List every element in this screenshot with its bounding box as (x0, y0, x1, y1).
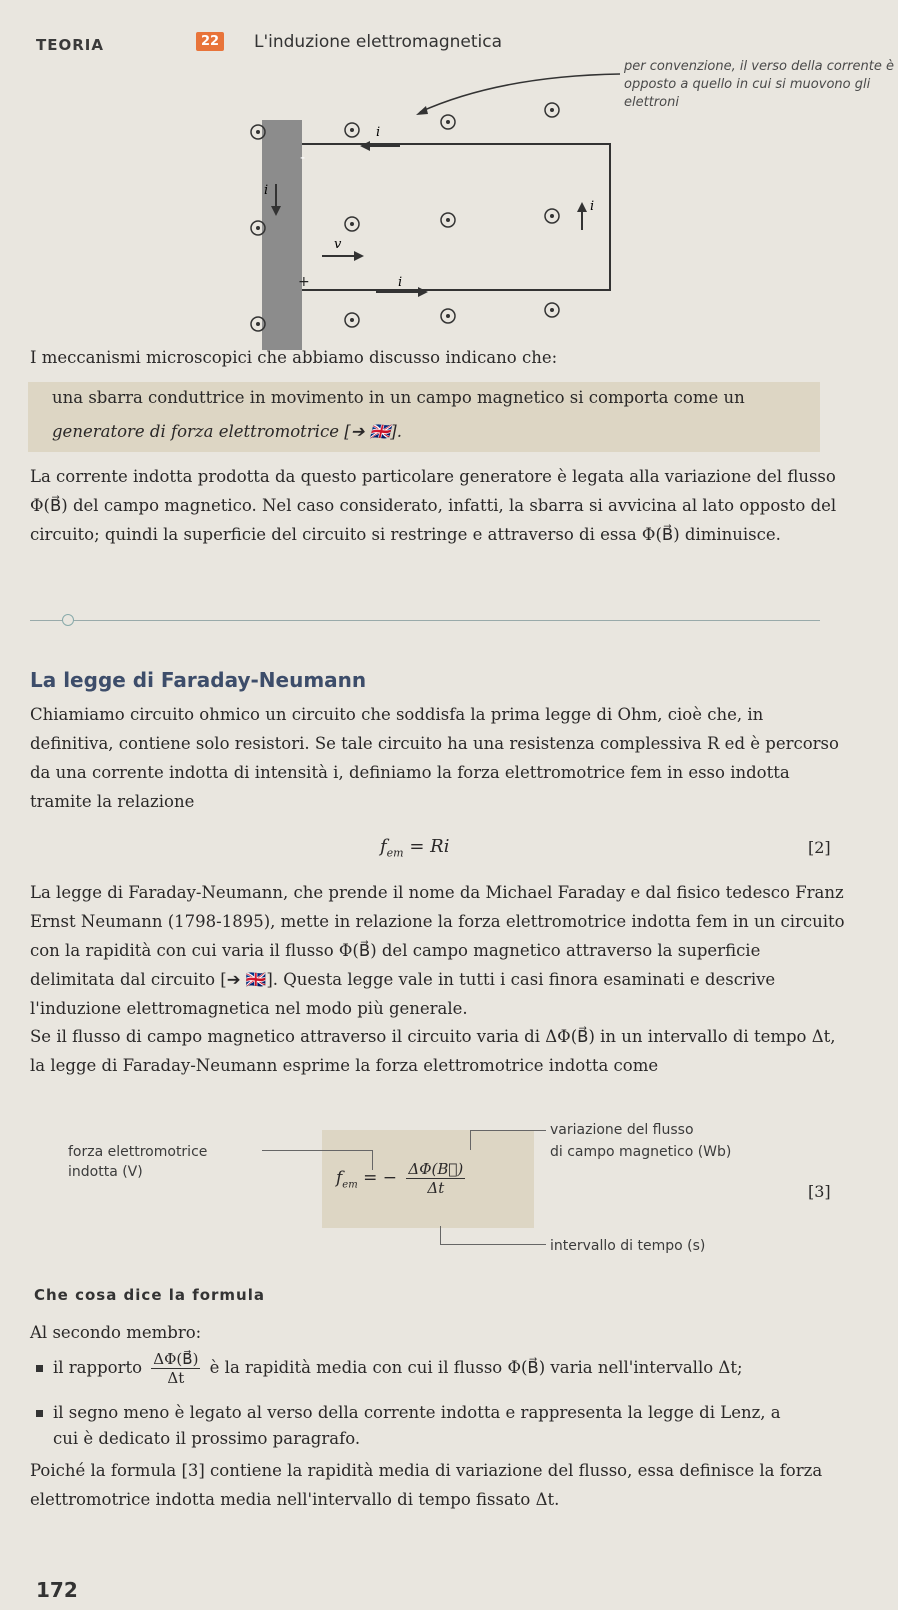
label-i-top: i (376, 125, 381, 140)
eq3-number: [3] (808, 1182, 831, 1201)
formula-heading: Che cosa dice la formula (34, 1286, 266, 1304)
bullet1-numerator: ΔΦ(B⃗) (153, 1350, 199, 1368)
formula-intro: Al secondo membro: (30, 1323, 202, 1342)
bullet-ratio (36, 1350, 743, 1387)
paragraph-mean-emf: Poiché la formula [3] contiene la rapidità media di variazione del flusso, essa definisce la forza elettromotrice indotta media nell'intervallo di tempo fissato Δt. (30, 1461, 823, 1509)
figure-note: per convenzione, il verso della corrente è opposto a quello in cui si muovono gli elettroni (624, 59, 894, 110)
bullet1-pre: il rapporto (53, 1358, 143, 1377)
chapter-title: L'induzione elettromagnetica (254, 32, 503, 52)
equation-3 (336, 1160, 469, 1197)
paragraph-flux-variation: Se il flusso di campo magnetico attraverso il circuito varia di ΔΦ(B⃗) in un intervallo di tempo Δt, la legge di Faraday-Neumann esprime la forza elettromotrice indotta come (30, 1027, 836, 1075)
circuit-frame (280, 144, 610, 290)
highlight-box (28, 382, 820, 452)
eq3-label-emf-2: indotta (V) (68, 1164, 143, 1180)
label-v: v (334, 237, 342, 252)
eq3-leader-time (440, 1244, 546, 1245)
page-number: 172 (36, 1578, 78, 1602)
bullet-minus-sign (36, 1400, 781, 1426)
eq3-label-flux-1: variazione del flusso (550, 1122, 694, 1138)
equation-2 (380, 836, 449, 860)
label-minus: - (300, 150, 306, 166)
intro-text: I meccanismi microscopici che abbiamo discusso indicano che: (30, 348, 558, 367)
eq3-leader-flux-tick (470, 1130, 471, 1150)
bullet1-denominator: Δt (167, 1369, 185, 1387)
label-i-right: i (590, 199, 595, 214)
highlight-line-1: una sbarra conduttrice in movimento in un campo magnetico si comporta come un (52, 388, 745, 407)
eq3-label-flux-2: di campo magnetico (Wb) (550, 1144, 732, 1160)
eq3-leader-emf (262, 1150, 372, 1151)
bullet1-post: è la rapidità media con cui il flusso Φ(B⃗) varia nell'intervallo Δt; (209, 1358, 743, 1377)
page-header (36, 28, 876, 62)
eq3-leader-flux (470, 1130, 546, 1131)
eq3-fraction (406, 1160, 465, 1197)
section-label: TEORIA (36, 36, 104, 54)
section-divider (30, 620, 820, 621)
paragraph-ohmic: Chiamiamo circuito ohmico un circuito che soddisfa la prima legge di Ohm, cioè che, in definitiva, contiene solo resistori. Se tale circuito ha una resistenza complessiva R ed è percorso da una corrente indotta di intensità i, definiamo la forza elettromotrice fem in esso indotta tramite la relazione (30, 705, 839, 811)
eq2-lhs: f (380, 836, 387, 857)
eq3-leader-time-tick (440, 1226, 441, 1244)
eq3-label-time: intervallo di tempo (s) (550, 1238, 706, 1254)
bullet2-line1: il segno meno è legato al verso della corrente indotta e rappresenta la legge di Lenz, a (53, 1403, 781, 1422)
chapter-number-badge: 22 (196, 32, 224, 51)
eq3-eq: = − (357, 1168, 397, 1188)
eq2-sub: em (386, 846, 404, 860)
label-i-left: i (264, 183, 269, 198)
conducting-bar (262, 120, 302, 350)
highlight-line-2: generatore di forza elettromotrice [➔ 🇬🇧]. (52, 422, 402, 441)
eq3-denominator: Δt (427, 1179, 445, 1197)
note-arrow (420, 74, 620, 112)
bullet-marker (36, 1365, 43, 1372)
eq3-lhs: f (336, 1168, 343, 1188)
circuit-figure (200, 60, 640, 350)
eq3-sub: em (342, 1179, 358, 1191)
bullet-marker (36, 1410, 43, 1417)
paragraph-faraday: La legge di Faraday-Neumann, che prende il nome da Michael Faraday e dal fisico tedesco Franz Ernst Neumann (1798-1895), mette in relazione la forza elettromotrice indotta fem in un circuito con la rapidità con cui varia il flusso Φ(B⃗) del campo magnetico attraverso la superficie delimitata dal circuito [➔ 🇬🇧]. Questa legge vale in tutti i casi finora esaminati e descrive l'induzione elettromagnetica nel modo più generale. (30, 883, 845, 1018)
bullet2-line2: cui è dedicato il prossimo paragrafo. (53, 1429, 361, 1448)
bullet1-fraction (151, 1350, 200, 1387)
eq3-label-emf-1: forza elettromotrice (68, 1144, 208, 1160)
label-i-bottom: i (398, 275, 403, 290)
eq3-numerator: ΔΦ(B⃗) (408, 1160, 464, 1178)
eq2-number: [2] (808, 838, 831, 857)
divider-dot (62, 614, 74, 626)
eq2-rhs: = Ri (403, 836, 450, 857)
section-heading: La legge di Faraday-Neumann (30, 668, 367, 692)
paragraph-flux: La corrente indotta prodotta da questo particolare generatore è legata alla variazione del flusso Φ(B⃗) del campo magnetico. Nel caso considerato, infatti, la sbarra si avvicina al lato opposto del circuito; quindi la superficie del circuito si restringe e attraverso di essa Φ(B⃗) diminuisce. (30, 467, 837, 544)
label-plus: + (298, 274, 310, 290)
